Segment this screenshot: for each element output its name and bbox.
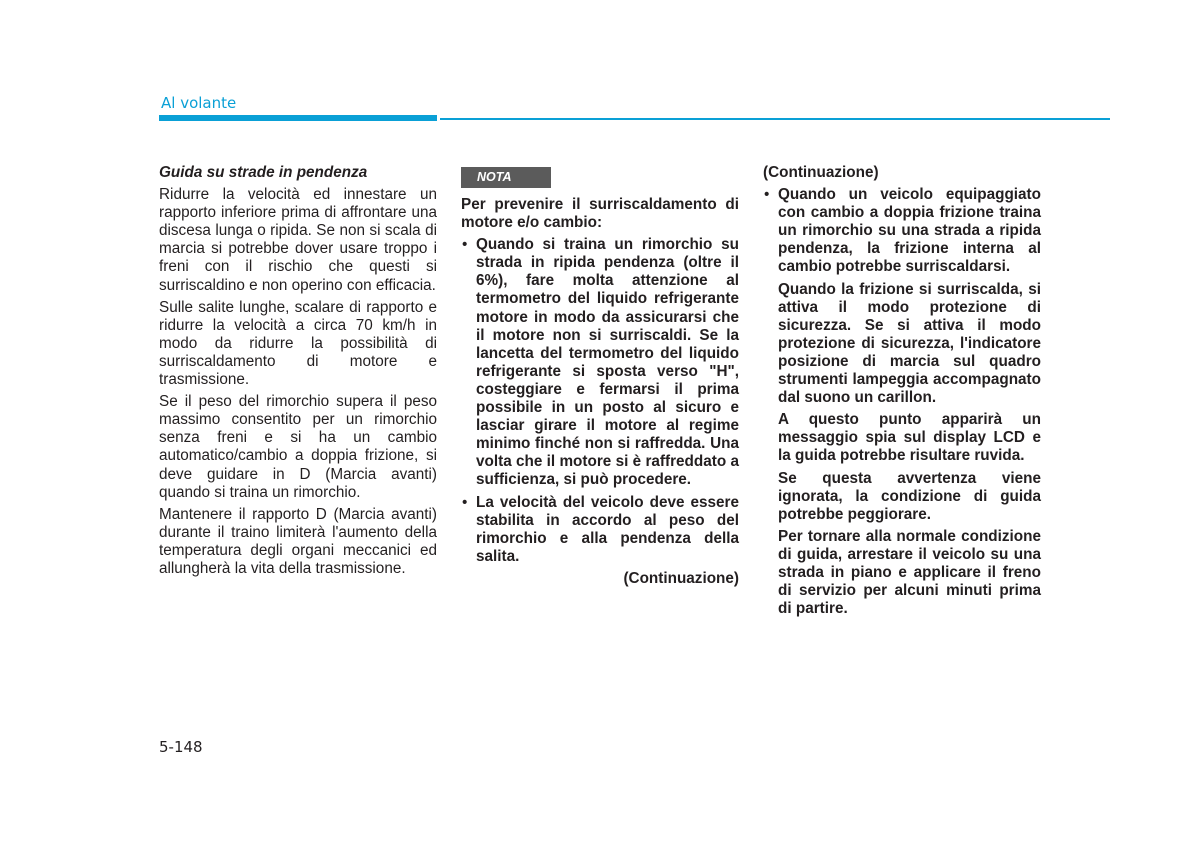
section-heading: Guida su strade in pendenza (159, 164, 368, 181)
column-left (159, 164, 437, 582)
note-bullet-list (763, 186, 1041, 276)
section-title: Al volante (161, 94, 237, 112)
paragraph: Mantenere il rapporto D (Marcia avanti) durante il traino limiterà l'aumento della temperatura degli organi meccanici ed allungherà la vita della trasmissione. (159, 505, 437, 577)
note-bullet-list (461, 236, 739, 566)
sub-paragraph: Quando la frizione si surriscalda, si attiva il modo protezione di sicurezza. Se si attiva il modo protezione di sicurezza, l'indicatore posizione di marcia sul quadro strumenti lampeggia accompagnato dal suono un carillon. (778, 280, 1041, 407)
paragraph: Ridurre la velocità ed innestare un rapporto inferiore prima di affrontare una discesa lunga o ripida. Se non si scala di marcia si potrebbe dover usare troppo i freni con il rischio che questi si surriscaldino e non operino con efficacia. (159, 186, 437, 294)
list-item: • Quando si traina un rimorchio su strada in ripida pendenza (oltre il 6%), fare molta attenzione al termometro del liquido refrigerante motore in modo da assicurarsi che il motore non si surriscaldi. Se la lancetta del termometro del liquido refrigerante si sposta verso "H", costeggiare e fermarsi il prima possibile in un posto al sicuro e lasciar girare il motore al regime minimo finché non si raffredda. Una volta che il motore si è raffreddato a sufficienza, si può procedere. (461, 236, 739, 489)
page-number: 5-148 (159, 738, 203, 756)
paragraph: Se il peso del rimorchio supera il peso massimo consentito per un rimorchio senza freni e si ha un cambio automatico/cambio a doppia frizione, si deve guidare in D (Marcia avanti) quando si traina un rimorchio. (159, 393, 437, 501)
paragraph: Sulle salite lunghe, scalare di rapporto e ridurre la velocità a circa 70 km/h in modo da ridurre la possibilità di surriscaldamento di motore e trasmissione. (159, 298, 437, 389)
list-item: • La velocità del veicolo deve essere stabilita in accordo al peso del rimorchio e alla pendenza della salita. (461, 494, 739, 566)
continued-label: (Continuazione) (623, 569, 739, 587)
header-rule-thick (159, 115, 437, 121)
column-right (763, 164, 1041, 622)
continued-label: (Continuazione) (763, 164, 879, 181)
header-rule-thin (440, 118, 1110, 120)
list-item: • Quando un veicolo equipaggiato con cambio a doppia frizione traina un rimorchio su una strada a ripida pendenza, la frizione interna al cambio potrebbe surriscaldarsi. (763, 186, 1041, 276)
sub-paragraph: Per tornare alla normale condizione di guida, arrestare il veicolo su una strada in piano e applicare il freno di servizio per alcuni minuti prima di partire. (778, 527, 1041, 618)
sub-paragraph: Se questa avvertenza viene ignorata, la condizione di guida potrebbe peggiorare. (778, 469, 1041, 523)
note-intro: Per prevenire il surriscaldamento di motore e/o cambio: (461, 196, 739, 232)
nota-badge: NOTA (461, 167, 551, 188)
column-middle (461, 167, 739, 588)
sub-paragraph: A questo punto apparirà un messaggio spia sul display LCD e la guida potrebbe risultare ruvida. (778, 411, 1041, 465)
